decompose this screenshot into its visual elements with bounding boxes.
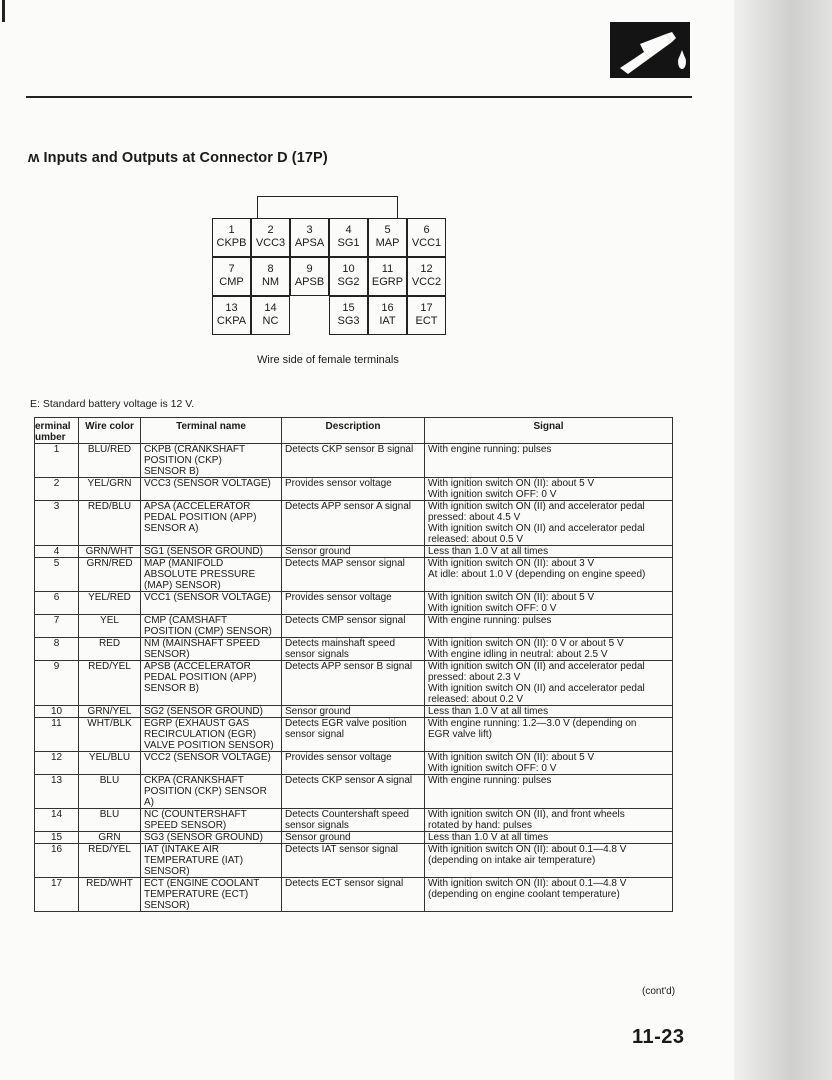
signal	[425, 546, 673, 558]
pin-label: SG3	[337, 315, 360, 327]
description-line: Sensor ground	[285, 546, 351, 557]
description-line: Sensor ground	[285, 706, 351, 717]
signal	[425, 775, 673, 809]
wire-color: GRN	[79, 832, 141, 844]
table-row	[35, 775, 673, 809]
description	[282, 592, 425, 615]
terminal-name	[141, 752, 282, 775]
terminal-name	[141, 546, 282, 558]
description-line: Provides sensor voltage	[285, 752, 392, 763]
wire-color: BLU/RED	[79, 444, 141, 478]
signal-line: released: about 0.5 V	[428, 534, 524, 545]
connector-pin-1	[212, 218, 251, 257]
signal-line: With ignition switch ON (II), and front wheels	[428, 809, 625, 820]
signal-line: Less than 1.0 V at all times	[428, 832, 549, 843]
table-row	[35, 615, 673, 638]
terminal-name	[141, 661, 282, 706]
connector-latch	[257, 196, 398, 218]
description-line: Detects Countershaft speed	[285, 809, 409, 820]
terminal-name	[141, 638, 282, 661]
pin-number: 6	[423, 224, 430, 236]
terminal-name-line: SG1 (SENSOR GROUND)	[144, 546, 263, 557]
connector-pin-7	[212, 257, 251, 296]
terminal-name-line: NM (MAINSHAFT SPEED	[144, 638, 260, 649]
header-terminal-line1: erminal	[35, 421, 71, 432]
terminal-name-line: ABSOLUTE PRESSURE	[144, 569, 256, 580]
terminal-name	[141, 809, 282, 832]
pin-number: 5	[384, 224, 391, 236]
signal	[425, 752, 673, 775]
signal	[425, 832, 673, 844]
pin-number: 1	[228, 224, 235, 236]
pin-label: ECT	[415, 315, 438, 327]
terminal-name-line: POSITION (CMP) SENSOR)	[144, 626, 272, 637]
pin-label: MAP	[375, 237, 400, 249]
signal	[425, 718, 673, 752]
pin-number: 12	[420, 263, 433, 275]
signal	[425, 706, 673, 718]
signal-line: With ignition switch ON (II): about 5 V	[428, 478, 595, 489]
terminal-name-line: SENSOR B)	[144, 683, 200, 694]
signal-line: With engine running: pulses	[428, 775, 552, 786]
signal	[425, 661, 673, 706]
continued-label: (cont'd)	[642, 986, 676, 997]
terminal-name-line: (MAP) SENSOR)	[144, 580, 221, 591]
connector-pin-12	[407, 257, 446, 296]
description	[282, 661, 425, 706]
terminal-number: 10	[35, 706, 79, 718]
signal-line: With ignition switch ON (II): about 3 V	[428, 558, 595, 569]
pin-number: 3	[306, 224, 313, 236]
connector-pin-15	[329, 296, 368, 335]
connector-caption: Wire side of female terminals	[257, 354, 399, 366]
signal-line: At idle: about 1.0 V (depending on engine speed)	[428, 569, 646, 580]
terminal-name-line: CMP (CAMSHAFT	[144, 615, 228, 626]
wire-color: RED/WHT	[79, 878, 141, 912]
pin-number: 16	[381, 302, 394, 314]
connector-diagram	[212, 218, 446, 335]
connector-pin-8	[251, 257, 290, 296]
description	[282, 752, 425, 775]
description	[282, 775, 425, 809]
signal-line: With ignition switch OFF: 0 V	[428, 763, 557, 774]
connector-pin-3	[290, 218, 329, 257]
pin-number: 17	[420, 302, 433, 314]
description	[282, 638, 425, 661]
description-line: Detects CMP sensor signal	[285, 615, 406, 626]
wire-color: YEL	[79, 615, 141, 638]
terminal-name-line: SENSOR B)	[144, 466, 200, 477]
pin-label: CKPA	[216, 315, 247, 327]
table-row	[35, 706, 673, 718]
terminal-number: 2	[35, 478, 79, 501]
signal-line: With ignition switch ON (II) and accelerator pedal	[428, 661, 645, 672]
terminal-name-line: TEMPERATURE (ECT)	[144, 889, 249, 900]
terminal-name-line: A)	[144, 797, 154, 808]
terminal-name-line: APSB (ACCELERATOR	[144, 661, 251, 672]
terminal-name-line: NC (COUNTERSHAFT	[144, 809, 247, 820]
terminal-number: 13	[35, 775, 79, 809]
pin-label: NM	[261, 276, 280, 288]
terminal-name-line: VCC1 (SENSOR VOLTAGE)	[144, 592, 271, 603]
pin-number: 11	[381, 263, 394, 275]
signal-line: With ignition switch ON (II) and accelerator pedal	[428, 683, 645, 694]
terminal-name	[141, 832, 282, 844]
description-line: sensor signal	[285, 729, 344, 740]
wire-color: BLU	[79, 775, 141, 809]
wire-color: RED	[79, 638, 141, 661]
connector-pin-17	[407, 296, 446, 335]
description	[282, 558, 425, 592]
signal-line: With engine running: 1.2—3.0 V (depending on	[428, 718, 637, 729]
wire-color: YEL/RED	[79, 592, 141, 615]
wire-color: GRN/WHT	[79, 546, 141, 558]
signal-line: rotated by hand: pulses	[428, 820, 532, 831]
voltage-note: E: Standard battery voltage is 12 V.	[30, 398, 195, 410]
description	[282, 718, 425, 752]
terminal-number: 7	[35, 615, 79, 638]
pin-label: EGRP	[371, 276, 404, 288]
connector-pin-6	[407, 218, 446, 257]
terminal-name-line: VCC3 (SENSOR VOLTAGE)	[144, 478, 271, 489]
terminal-name-line: SENSOR)	[144, 900, 190, 911]
pin-number: 7	[228, 263, 235, 275]
header-description: Description	[282, 418, 425, 444]
header-rule	[26, 96, 692, 98]
terminal-name-line: CKPB (CRANKSHAFT	[144, 444, 246, 455]
description-line: Provides sensor voltage	[285, 478, 392, 489]
pin-number: 9	[306, 263, 313, 275]
terminal-name	[141, 718, 282, 752]
signal-line: With ignition switch OFF: 0 V	[428, 489, 557, 500]
signal-line: Less than 1.0 V at all times	[428, 706, 549, 717]
wire-color: YEL/BLU	[79, 752, 141, 775]
pin-label: SG2	[337, 276, 360, 288]
signal	[425, 809, 673, 832]
terminal-name	[141, 558, 282, 592]
terminal-name-line: EGRP (EXHAUST GAS	[144, 718, 250, 729]
description	[282, 501, 425, 546]
connector-pin-11	[368, 257, 407, 296]
table-row	[35, 844, 673, 878]
terminal-name-line: POSITION (CKP) SENSOR	[144, 786, 267, 797]
header-terminal-line2: umber	[35, 432, 66, 443]
signal-line: With engine running: pulses	[428, 444, 552, 455]
signal-line: pressed: about 4.5 V	[428, 512, 521, 523]
signal-line: pressed: about 2.3 V	[428, 672, 521, 683]
signal	[425, 501, 673, 546]
signal	[425, 615, 673, 638]
terminal-number: 3	[35, 501, 79, 546]
table-row	[35, 718, 673, 752]
terminal-name-line: SENSOR)	[144, 866, 190, 877]
pin-number: 4	[345, 224, 352, 236]
signal-line: (depending on engine coolant temperature)	[428, 889, 620, 900]
pin-label: SG1	[337, 237, 360, 249]
table-row	[35, 444, 673, 478]
description	[282, 706, 425, 718]
pin-label: CMP	[219, 276, 244, 288]
terminal-name	[141, 478, 282, 501]
terminal-name	[141, 706, 282, 718]
signal	[425, 558, 673, 592]
description-line: sensor signals	[285, 820, 349, 831]
signal-line: With ignition switch ON (II): about 0.1—4.8 V	[428, 844, 627, 855]
terminal-number: 17	[35, 878, 79, 912]
pin-label: VCC3	[255, 237, 286, 249]
signal-line: With ignition switch ON (II) and accelerator pedal	[428, 501, 645, 512]
terminal-number: 1	[35, 444, 79, 478]
connector-pin-9	[290, 257, 329, 296]
wire-color: RED/YEL	[79, 661, 141, 706]
pin-label: APSA	[294, 237, 325, 249]
pin-number: 15	[342, 302, 355, 314]
description-line: Detects APP sensor A signal	[285, 501, 412, 512]
table-row	[35, 752, 673, 775]
terminal-name-line: POSITION (CKP)	[144, 455, 222, 466]
table-row	[35, 832, 673, 844]
terminal-number: 15	[35, 832, 79, 844]
terminal-name	[141, 844, 282, 878]
terminal-name	[141, 775, 282, 809]
terminal-name-line: VCC2 (SENSOR VOLTAGE)	[144, 752, 271, 763]
terminal-name-line: APSA (ACCELERATOR	[144, 501, 251, 512]
signal-line: With ignition switch ON (II): 0 V or about 5 V	[428, 638, 624, 649]
table-row	[35, 809, 673, 832]
terminal-name-line: SENSOR A)	[144, 523, 199, 534]
pin-label: NC	[262, 315, 279, 327]
terminal-name-line: SG2 (SENSOR GROUND)	[144, 706, 263, 717]
terminal-number: 14	[35, 809, 79, 832]
terminal-number: 4	[35, 546, 79, 558]
terminal-number: 11	[35, 718, 79, 752]
table-header-row	[35, 418, 673, 444]
wire-color: RED/YEL	[79, 844, 141, 878]
terminal-number: 16	[35, 844, 79, 878]
table-row	[35, 878, 673, 912]
signal-line: Less than 1.0 V at all times	[428, 546, 549, 557]
terminal-number: 6	[35, 592, 79, 615]
pin-label: APSB	[294, 276, 325, 288]
signal-line: With ignition switch ON (II): about 5 V	[428, 592, 595, 603]
description	[282, 809, 425, 832]
terminal-name-line: MAP (MANIFOLD	[144, 558, 224, 569]
signal	[425, 478, 673, 501]
description	[282, 615, 425, 638]
connector-pin-16	[368, 296, 407, 335]
header-terminal-name: Terminal name	[141, 418, 282, 444]
description	[282, 844, 425, 878]
description-line: Detects EGR valve position	[285, 718, 407, 729]
table-row	[35, 638, 673, 661]
terminal-name	[141, 592, 282, 615]
pin-number: 13	[225, 302, 238, 314]
terminal-name-line: PEDAL POSITION (APP)	[144, 672, 257, 683]
signal	[425, 638, 673, 661]
signal-line: With ignition switch ON (II): about 0.1—4.8 V	[428, 878, 627, 889]
header-signal: Signal	[425, 418, 673, 444]
pin-label: VCC2	[411, 276, 442, 288]
pin-number: 8	[267, 263, 274, 275]
table-row	[35, 661, 673, 706]
signal	[425, 444, 673, 478]
table-row	[35, 558, 673, 592]
terminal-name-line: RECIRCULATION (EGR)	[144, 729, 257, 740]
description-line: Detects CKP sensor B signal	[285, 444, 414, 455]
signal-line: With engine idling in neutral: about 2.5 V	[428, 649, 608, 660]
page-edge-mark	[2, 0, 5, 22]
wire-color: GRN/RED	[79, 558, 141, 592]
header-wire-color: Wire color	[79, 418, 141, 444]
signal	[425, 592, 673, 615]
terminal-name-line: VALVE POSITION SENSOR)	[144, 740, 274, 751]
connector-pin-13	[212, 296, 251, 335]
description-line: Detects APP sensor B signal	[285, 661, 413, 672]
terminal-number: 8	[35, 638, 79, 661]
wire-color: BLU	[79, 809, 141, 832]
description	[282, 546, 425, 558]
terminal-number: 5	[35, 558, 79, 592]
page-number: 11-23	[632, 1026, 685, 1048]
description-line: Detects ECT sensor signal	[285, 878, 404, 889]
wire-color: RED/BLU	[79, 501, 141, 546]
wire-color: WHT/BLK	[79, 718, 141, 752]
connector-pin-2	[251, 218, 290, 257]
pin-label: IAT	[379, 315, 396, 327]
table-row	[35, 478, 673, 501]
wire-color: YEL/GRN	[79, 478, 141, 501]
table-row	[35, 592, 673, 615]
terminal-name-line: CKPA (CRANKSHAFT	[144, 775, 244, 786]
description-line: Detects CKP sensor A signal	[285, 775, 413, 786]
description-line: Detects MAP sensor signal	[285, 558, 405, 569]
pin-number: 14	[264, 302, 277, 314]
terminal-number: 12	[35, 752, 79, 775]
section-title: ʍ Inputs and Outputs at Connector D (17P)	[28, 150, 328, 166]
description-line: Detects IAT sensor signal	[285, 844, 399, 855]
terminal-name-line: IAT (INTAKE AIR	[144, 844, 220, 855]
fuel-nozzle-icon	[610, 22, 690, 78]
signal-line: With engine running: pulses	[428, 615, 552, 626]
terminal-name-line: PEDAL POSITION (APP)	[144, 512, 257, 523]
description	[282, 878, 425, 912]
signal-line: With ignition switch ON (II): about 5 V	[428, 752, 595, 763]
pin-label: CKPB	[216, 237, 247, 249]
connector-pin-14	[251, 296, 290, 335]
signal-line: (depending on intake air temperature)	[428, 855, 596, 866]
description-line: Provides sensor voltage	[285, 592, 392, 603]
terminal-name-line: SENSOR)	[144, 649, 190, 660]
description-line: sensor signals	[285, 649, 349, 660]
signal	[425, 844, 673, 878]
signal-line: With ignition switch OFF: 0 V	[428, 603, 557, 614]
description-line: Sensor ground	[285, 832, 351, 843]
scan-edge	[734, 0, 832, 1080]
table-row	[35, 501, 673, 546]
description	[282, 444, 425, 478]
table-row	[35, 546, 673, 558]
terminal-name-line: ECT (ENGINE COOLANT	[144, 878, 260, 889]
terminal-name	[141, 444, 282, 478]
description-line: Detects mainshaft speed	[285, 638, 396, 649]
signal-line: With ignition switch ON (II) and accelerator pedal	[428, 523, 645, 534]
description	[282, 832, 425, 844]
pin-label: VCC1	[411, 237, 442, 249]
terminal-name	[141, 878, 282, 912]
terminal-number: 9	[35, 661, 79, 706]
terminal-name-line: SPEED SENSOR)	[144, 820, 227, 831]
description	[282, 478, 425, 501]
wire-color: GRN/YEL	[79, 706, 141, 718]
connector-pin-5	[368, 218, 407, 257]
signal-line: released: about 0.2 V	[428, 694, 524, 705]
pin-number: 2	[267, 224, 274, 236]
connector-pin-4	[329, 218, 368, 257]
terminal-name-line: SG3 (SENSOR GROUND)	[144, 832, 263, 843]
signal	[425, 878, 673, 912]
terminal-name-line: TEMPERATURE (IAT)	[144, 855, 244, 866]
connector-pin-10	[329, 257, 368, 296]
pin-number: 10	[342, 263, 355, 275]
signal-line: EGR valve lift)	[428, 729, 492, 740]
terminal-table	[34, 417, 673, 912]
terminal-name	[141, 501, 282, 546]
terminal-name	[141, 615, 282, 638]
header-terminal-number	[35, 418, 79, 444]
